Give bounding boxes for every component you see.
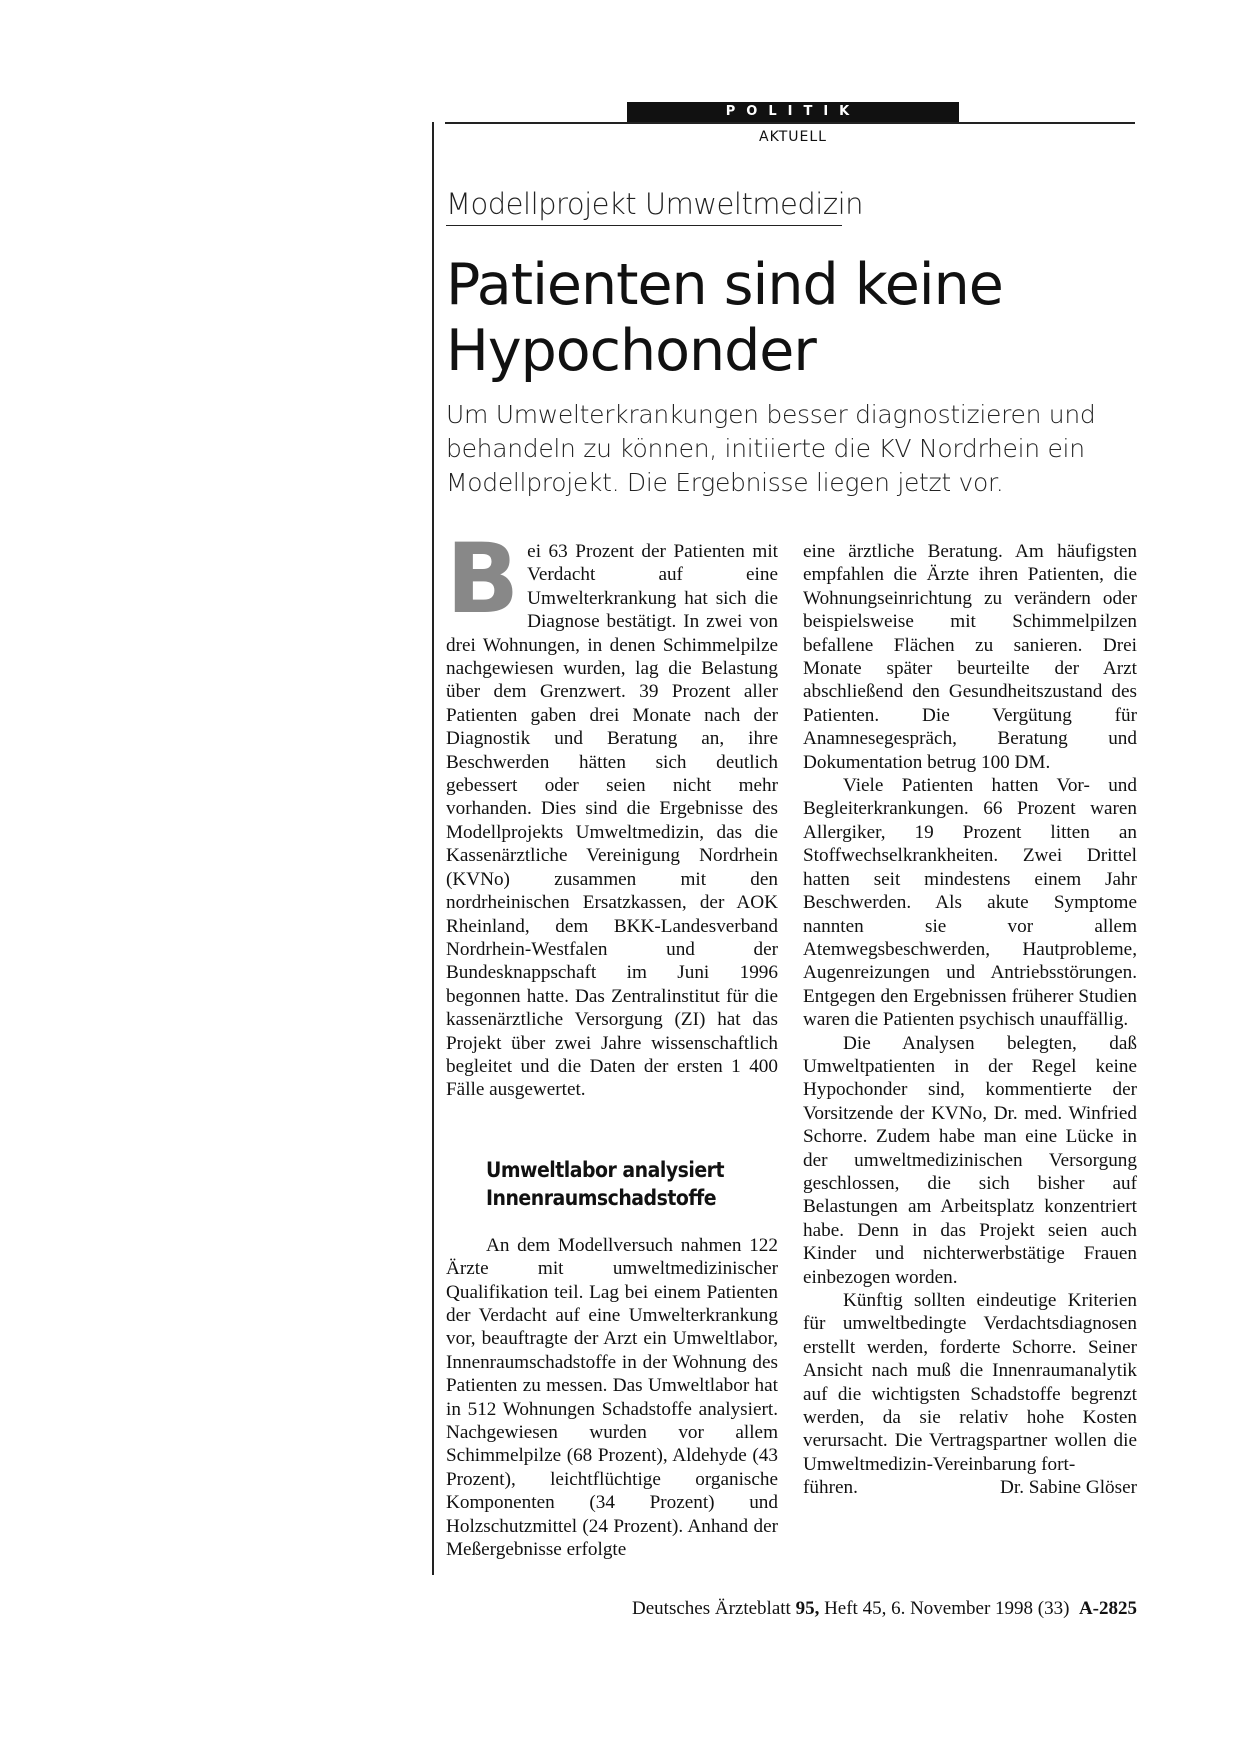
paragraph-1 (446, 523, 778, 1102)
journal-issue: Heft 45, 6. November 1998 (33) (824, 1598, 1070, 1619)
vertical-rule (432, 122, 434, 1575)
paragraph-4: Viele Patienten hatten Vor- und Begleiterkrankungen. 66 Prozent waren Allergiker, 19 Prozent litten an Stoffwechselkrankheiten. Zwei Drittel hatten seit mindestens einem Jahr Beschwerden. Als akute Symptome nannten sie vor allem Atemwegsbeschwerden, Hautprobleme, Augenreizungen und Antriebsstörungen. Entgegen den Ergebnissen früherer Studien waren die Patienten psychisch unauffällig. (803, 775, 1137, 1031)
headline-line-2: Hypochonder (446, 318, 816, 384)
headline-line-1: Patienten sind keine (446, 252, 1003, 318)
paragraph-3: eine ärztliche Beratung. Am häufigsten empfahlen die Ärzte ihren Patienten, die Wohnungseinrichtung zu verändern oder beispielsweise mit Schimmelpilzen befallene Flächen zu sanieren. Drei Monate später beurteilte der Arzt abschließend den Gesundheitszustand des Patienten. Die Vergütung für Anamnesegespräch, Beratung und Dokumentation betrug 100 DM. (803, 541, 1137, 773)
journal-volume: 95, (795, 1598, 820, 1619)
author-name: Dr. Sabine Glöser (1000, 1477, 1137, 1499)
signoff-line (803, 1476, 1137, 1499)
article-column-left (446, 523, 778, 1561)
paragraph-6: Künftig sollten eindeutige Kriterien für umweltbedingte Verdachtsdiagnosen erstellt werden, forderte Schorre. Seiner Ansicht nach muß die Innenraumanalytik auf die wichtigsten Schadstoffe begrenzt werden, da sie relativ hohe Kosten verursacht. Die Vertragspartner wollen die Umweltmedizin-Vereinbarung fort- (803, 1290, 1137, 1475)
article-subhead (486, 1156, 778, 1212)
header-rule (445, 122, 1135, 124)
subhead-line-1: Umweltlabor analysiert (486, 1157, 725, 1182)
article-lead: Um Umwelterkrankungen besser diagnostizieren und behandeln zu können, initiierte die KV Nordrhein ein Modellprojekt. Die Ergebnisse liegen jetzt vor. (446, 400, 1096, 497)
page-number: A-2825 (1078, 1598, 1137, 1619)
subsection-label: AKTUELL (759, 129, 827, 145)
page-footer (632, 1598, 1137, 1620)
paragraph-2: An dem Modellversuch nahmen 122 Ärzte mit umweltmedizinischer Qualifikation teil. Lag bei einem Patienten der Verdacht auf eine Umwelterkrankung vor, beauftragte der Arzt ein Umweltlabor, Innenraumschadstoffe in der Wohnung des Patienten zu messen. Das Umweltlabor hat in 512 Wohnungen Schadstoffe analysiert. Nachgewiesen wurden vor allem Schimmelpilze (68 Prozent), Aldehyde (43 Prozent), leichtflüchtige organische Komponenten (34 Prozent) und Holzschutzmittel (24 Prozent). Anhand der Meßergebnisse erfolgte (446, 1234, 778, 1561)
paragraph-6-end: führen. (803, 1477, 858, 1499)
subhead-line-2: Innenraumschadstoffe (486, 1185, 717, 1210)
drop-cap: B (446, 523, 520, 635)
paragraph-1-text: ei 63 Prozent der Patienten mit Verdacht auf eine Umwelterkrankung hat sich die Diagnose bestätigt. In zwei von drei Wohnungen, in denen Schimmelpilze nachgewiesen wurden, lag die Belastung über dem Grenzwert. 39 Prozent aller Patienten gaben drei Monate nach der Diagnostik und Beratung an, ihre Beschwerden hätten sich deutlich gebessert oder seien nicht mehr vorhanden. Dies sind die Ergebnisse des Modellprojekts Umweltmedizin, das die Kassenärztliche Vereinigung Nordrhein (KVNo) zusammen mit den nordrheinischen Ersatzkassen, der AOK Rheinland, dem BKK-Landesverband Nordrhein-Westfalen und der Bundesknappschaft im Juni 1996 begonnen hatte. Das Zentralinstitut für die kassenärztliche Versorgung (ZI) hat das Projekt über zwei Jahre wissenschaftlich begleitet und die Daten der ersten 1 400 Fälle ausgewertet. (446, 541, 778, 1101)
paragraph-5: Die Analysen belegten, daß Umweltpatienten in der Regel keine Hypochonder sind, kommentierte der Vorsitzende der KVNo, Dr. med. Winfried Schorre. Zudem habe man eine Lücke in der umweltmedizinischen Versorgung geschlossen, die sich bisher auf Belastungen am Arbeitsplatz konzentriert habe. Denn in das Projekt seien auch Kinder und nichterwerbstätige Frauen einbezogen worden. (803, 1032, 1137, 1288)
journal-name: Deutsches Ärzteblatt (632, 1598, 791, 1619)
section-label: POLITIK (627, 102, 959, 122)
article-kicker: Modellprojekt Umweltmedizin (446, 187, 842, 226)
article-headline (446, 252, 1146, 384)
article-column-right (803, 540, 1137, 1500)
